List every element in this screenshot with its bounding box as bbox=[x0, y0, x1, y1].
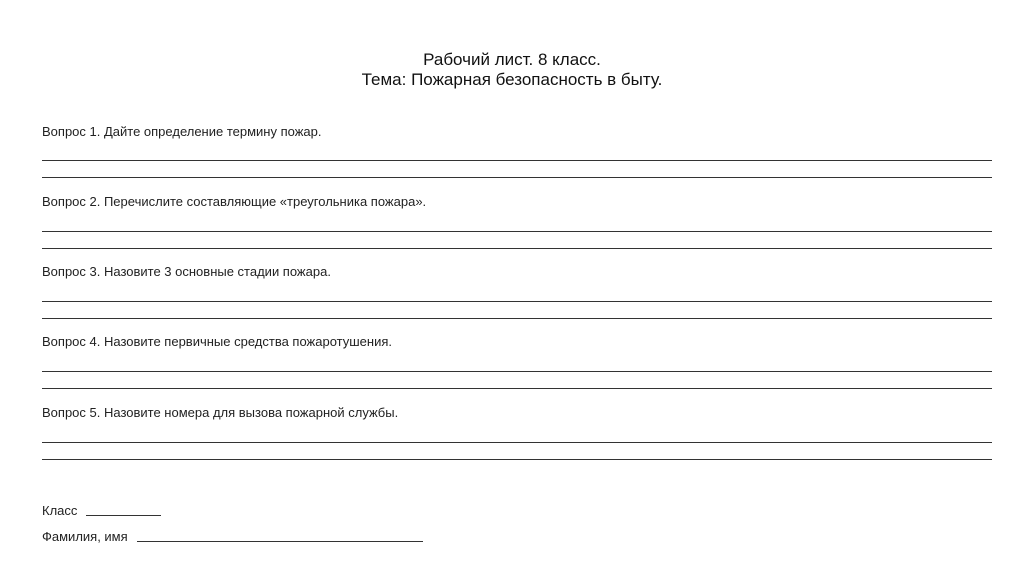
class-input-line[interactable] bbox=[86, 515, 161, 516]
worksheet-topic: Тема: Пожарная безопасность в быту. bbox=[361, 70, 663, 89]
question-5: Вопрос 5. Назовите номера для вызова пожарной службы. bbox=[42, 405, 399, 420]
name-field bbox=[42, 529, 423, 545]
class-label: Класс bbox=[42, 503, 78, 518]
question-2: Вопрос 2. Перечислите составляющие «треугольника пожара». bbox=[42, 194, 427, 209]
class-field bbox=[42, 503, 161, 519]
answer-line-2b[interactable] bbox=[42, 248, 992, 249]
title-block bbox=[0, 50, 1024, 90]
name-input-line[interactable] bbox=[137, 541, 423, 542]
question-1: Вопрос 1. Дайте определение термину пожар. bbox=[42, 124, 322, 139]
name-label: Фамилия, имя bbox=[42, 529, 128, 544]
answer-line-4b[interactable] bbox=[42, 388, 992, 389]
question-4: Вопрос 4. Назовите первичные средства пожаротушения. bbox=[42, 334, 392, 349]
worksheet-title: Рабочий лист. 8 класс. bbox=[423, 50, 601, 69]
answer-line-3a[interactable] bbox=[42, 301, 992, 302]
answer-line-5b[interactable] bbox=[42, 459, 992, 460]
answer-line-1a[interactable] bbox=[42, 160, 992, 161]
answer-line-2a[interactable] bbox=[42, 231, 992, 232]
answer-line-4a[interactable] bbox=[42, 371, 992, 372]
answer-line-5a[interactable] bbox=[42, 442, 992, 443]
question-3: Вопрос 3. Назовите 3 основные стадии пожара. bbox=[42, 264, 331, 279]
answer-line-1b[interactable] bbox=[42, 177, 992, 178]
answer-line-3b[interactable] bbox=[42, 318, 992, 319]
